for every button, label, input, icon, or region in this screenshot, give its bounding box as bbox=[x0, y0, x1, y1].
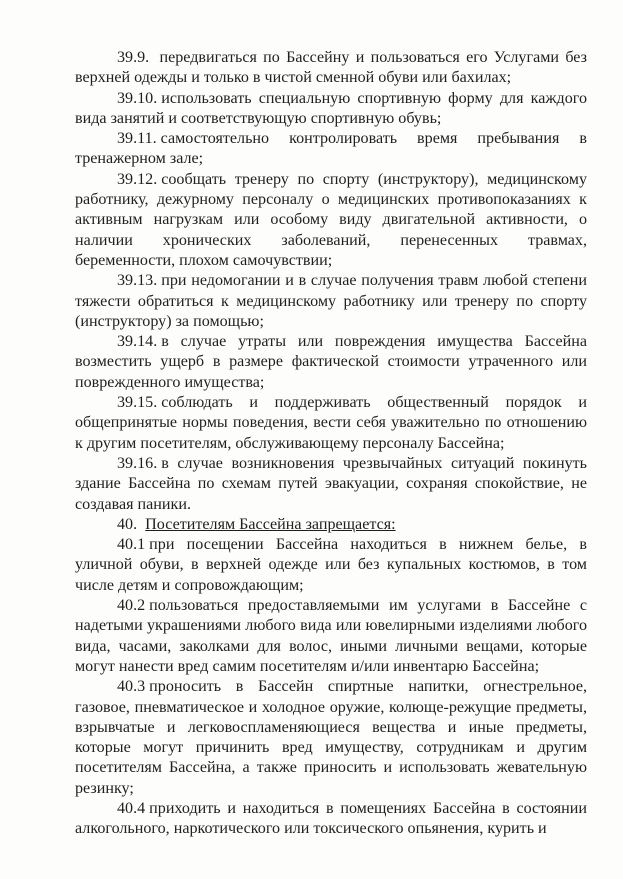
paragraph-number: 39.14. bbox=[117, 333, 158, 351]
paragraph-number: 39.10. bbox=[117, 89, 158, 107]
paragraph-40-4 bbox=[75, 799, 587, 840]
paragraph-39-9 bbox=[75, 48, 587, 89]
paragraph-number: 40.2 bbox=[117, 597, 146, 615]
paragraph-text: самостоятельно контролировать время пребывания в тренажерном зале; bbox=[75, 130, 587, 168]
section-number: 40. bbox=[117, 515, 138, 533]
paragraph-number: 39.12. bbox=[117, 170, 158, 188]
paragraph-number: 39.9. bbox=[117, 49, 150, 66]
paragraph-number: 40.1 bbox=[117, 536, 146, 554]
paragraph-39-15 bbox=[75, 393, 587, 454]
paragraph-text: в случае утраты или повреждения имущества Бассейна возместить ущерб в размере фактической стоимости утраченного или поврежденного имущества; bbox=[75, 333, 587, 391]
paragraph-text: приходить и находиться в помещениях Бассейна в состоянии алкогольного, наркотического или токсического опьянения, курить и bbox=[75, 799, 587, 838]
paragraph-39-16 bbox=[75, 454, 587, 515]
paragraph-number: 39.15. bbox=[117, 394, 158, 412]
paragraph-text: пользоваться предоставляемыми им услугами в Бассейне с надетыми украшениями любого вида или ювелирными изделиями любого вида, часами, заколками для волос, иными личными вещами, которые могут нанести вред самим посетителям и/или инвентарю Бассейна; bbox=[75, 597, 587, 675]
paragraph-39-11 bbox=[75, 129, 587, 170]
paragraph-39-13 bbox=[75, 271, 587, 332]
paragraph-number: 40.4 bbox=[117, 799, 146, 817]
paragraph-number: 40.3 bbox=[117, 678, 146, 696]
paragraph-39-14 bbox=[75, 332, 587, 393]
paragraph-text: использовать специальную спортивную форму для каждого вида занятий и соответствующую спортивную обувь; bbox=[75, 89, 587, 127]
section-heading-40 bbox=[75, 515, 587, 535]
paragraph-text: при недомогании и в случае получения травм любой степени тяжести обратиться к медицинскому работнику или тренеру по спорту (инструктору) за помощью; bbox=[75, 272, 587, 330]
paragraph-number: 39.13. bbox=[117, 272, 158, 290]
paragraph-text: в случае возникновения чрезвычайных ситуаций покинуть здание Бассейна по схемам путей эвакуации, сохраняя спокойствие, не создавая паники. bbox=[75, 454, 587, 513]
paragraph-text: при посещении Бассейна находиться в нижнем белье, в уличной обуви, в верхней одежде или без купальных костюмов, в том числе детям и сопровождающим; bbox=[75, 536, 587, 594]
paragraph-40-1 bbox=[75, 535, 587, 596]
paragraph-number: 39.16. bbox=[117, 454, 158, 472]
paragraph-39-12 bbox=[75, 170, 587, 271]
paragraph-text: соблюдать и поддерживать общественный порядок и общепринятые нормы поведения, вести себя уважительно по отношению к другим посетителям, обслуживающему персоналу Бассейна; bbox=[75, 394, 587, 452]
paragraph-text: проносить в Бассейн спиртные напитки, огнестрельное, газовое, пневматическое и холодное оружие, колюще-режущие предметы, взрывчатые и легковоспламеняющиеся вещества и иные предметы, которые могут причинить вред имуществу, сотрудникам и другим посетителям Бассейна, а также приносить и использовать жевательную резинку; bbox=[75, 678, 587, 797]
paragraph-40-2 bbox=[75, 596, 587, 677]
paragraph-number: 39.11. bbox=[117, 130, 157, 148]
paragraph-40-3 bbox=[75, 677, 587, 799]
paragraph-text: сообщать тренеру по спорту (инструктору), медицинскому работнику, дежурному персоналу о медицинских противопоказаниях к активным нагрузкам или особому виду двигательной активности, о наличии хронических заболеваний, перенесенных травмах, беременности, плохом самочувствии; bbox=[75, 170, 587, 269]
section-heading-text: Посетителям Бассейна запрещается: bbox=[145, 515, 396, 533]
paragraph-39-10 bbox=[75, 89, 587, 130]
paragraph-text: передвигаться по Бассейну и пользоваться его Услугами без верхней одежды и только в чистой сменной обуви или бахилах; bbox=[75, 49, 587, 87]
